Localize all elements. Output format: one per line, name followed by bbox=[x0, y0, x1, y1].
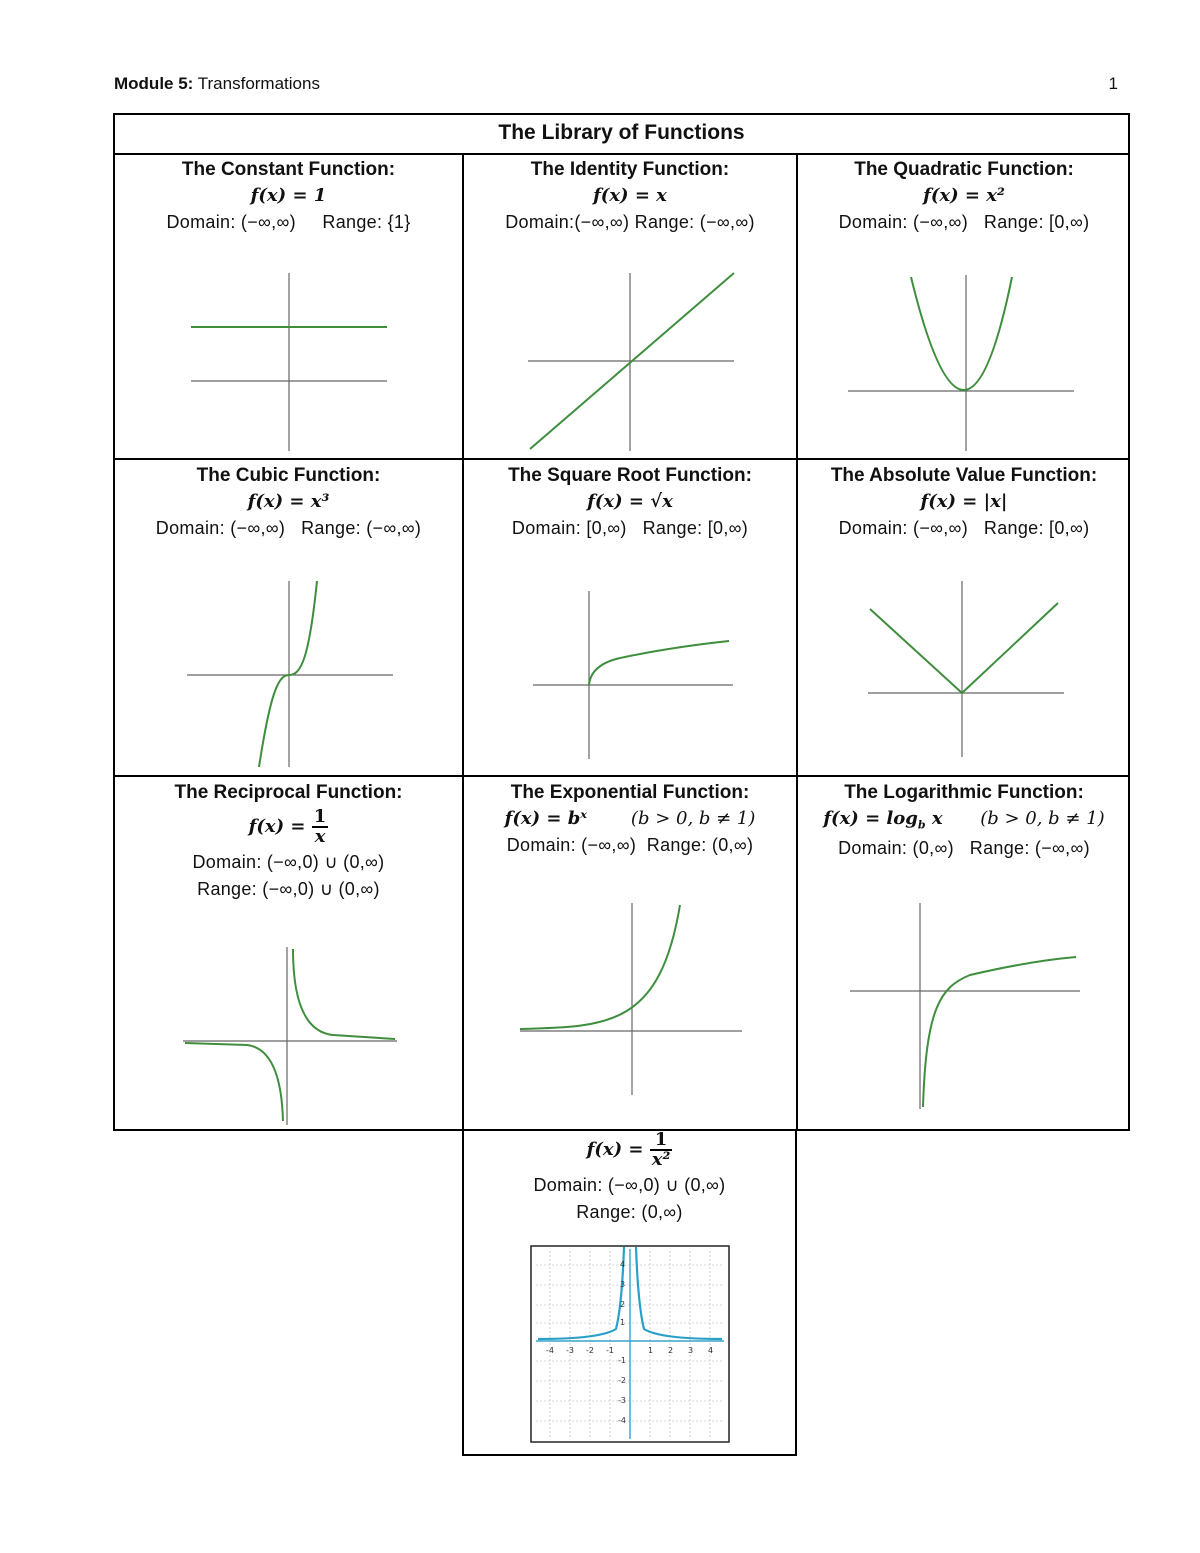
x-tick-label: 2 bbox=[668, 1346, 674, 1355]
domain-range bbox=[798, 838, 1130, 859]
cell-square-root-function bbox=[464, 461, 796, 539]
domain-text: Domain: (−∞,0) ∪ (0,∞) bbox=[192, 852, 385, 872]
cell-logarithmic-function bbox=[798, 778, 1130, 859]
function-formula: f(x) = 1 bbox=[250, 185, 327, 206]
domain-text: Domain: (0,∞) bbox=[838, 837, 954, 858]
function-formula: f(x) = x bbox=[593, 185, 667, 206]
table-title: The Library of Functions bbox=[115, 115, 1128, 155]
quadratic-function-graph bbox=[848, 273, 1074, 453]
function-formula: f(x) = |x| bbox=[920, 491, 1008, 512]
function-name: The Exponential Function: bbox=[510, 782, 750, 803]
logarithmic-function-graph bbox=[850, 901, 1080, 1111]
reciprocal-function-graph bbox=[183, 945, 397, 1127]
range-text: Range: (−∞,0) ∪ (0,∞) bbox=[197, 879, 380, 899]
column-divider bbox=[462, 153, 464, 1131]
function-formula: f(x) = √x bbox=[587, 491, 673, 512]
cell-reciprocal-function bbox=[115, 778, 462, 900]
domain-range bbox=[115, 518, 462, 539]
function-formula: f(x) = bˣ (b > 0, b ≠ 1) bbox=[504, 808, 756, 829]
logarithmic-curve bbox=[923, 957, 1076, 1107]
x-tick-label: 3 bbox=[688, 1346, 694, 1355]
domain-text: Domain: (−∞,∞) bbox=[838, 212, 968, 232]
row-divider bbox=[115, 775, 1128, 777]
y-tick-label: 2 bbox=[620, 1300, 626, 1309]
y-tick-label: 4 bbox=[620, 1260, 626, 1269]
domain-range bbox=[464, 212, 796, 233]
cell-absolute-value-function bbox=[798, 461, 1130, 539]
range-text: Range: [0,∞) bbox=[983, 212, 1090, 232]
function-formula: f(x) = $\frac{1}{x}$ bbox=[248, 806, 327, 847]
y-tick-label: 3 bbox=[620, 1280, 626, 1289]
function-condition: (b > 0, b ≠ 1) bbox=[980, 808, 1105, 829]
range-text: Range: (−∞,∞) bbox=[969, 837, 1090, 858]
function-name: The Absolute Value Function: bbox=[830, 465, 1098, 486]
function-formula: f(x) = $\frac{1}{\text{x²}}$ bbox=[586, 1129, 671, 1170]
y-tick-label: -2 bbox=[618, 1376, 626, 1385]
x-tick-label: -2 bbox=[586, 1346, 594, 1355]
domain-text: Domain: (−∞,∞) bbox=[166, 212, 296, 232]
row-divider bbox=[115, 458, 1128, 460]
y-tick-label: -3 bbox=[618, 1396, 626, 1405]
x-tick-label: -3 bbox=[566, 1346, 574, 1355]
cubic-curve bbox=[259, 581, 317, 767]
column-divider bbox=[796, 153, 798, 1131]
reciprocal-curve-negative bbox=[185, 1043, 283, 1121]
function-name: The Reciprocal Function: bbox=[174, 782, 403, 803]
function-condition: (b > 0, b ≠ 1) bbox=[630, 808, 756, 829]
function-name: The Quadratic Function: bbox=[854, 159, 1074, 180]
domain-text: Domain: [0,∞) bbox=[511, 518, 627, 538]
x-tick-label: 1 bbox=[648, 1346, 654, 1355]
range-text: Range: [0,∞) bbox=[642, 518, 749, 538]
x-tick-label: -1 bbox=[606, 1346, 614, 1355]
y-tick-label: 1 bbox=[620, 1318, 626, 1327]
header-title: Module 5: Transformations bbox=[114, 74, 320, 93]
exponential-function-graph bbox=[520, 901, 742, 1097]
domain-range bbox=[798, 518, 1130, 539]
range-text: Range: {1} bbox=[322, 212, 411, 232]
domain-range bbox=[115, 212, 462, 233]
domain-text: Domain: (−∞,∞) bbox=[506, 835, 637, 855]
domain-range bbox=[464, 835, 796, 856]
range-text: Range: (0,∞) bbox=[646, 835, 754, 855]
range-text: Range: (−∞,∞) bbox=[301, 518, 422, 538]
function-name: The Square Root Function: bbox=[508, 465, 752, 486]
range-text: Range: [0,∞) bbox=[983, 518, 1090, 538]
page-number: 1 bbox=[1108, 74, 1118, 93]
domain-range bbox=[464, 518, 796, 539]
x-tick-label: -4 bbox=[546, 1346, 554, 1355]
function-name: The Logarithmic Function: bbox=[844, 782, 1084, 803]
exponential-curve bbox=[520, 905, 680, 1029]
cell-exponential-function bbox=[464, 778, 796, 856]
function-formula: f(x) = x³ bbox=[247, 491, 330, 512]
cubic-function-graph bbox=[187, 579, 393, 769]
range-text: Range: (−∞,∞) bbox=[634, 212, 755, 232]
square-root-curve bbox=[589, 641, 729, 685]
functions-table bbox=[113, 113, 1130, 1131]
domain-text: Domain: (−∞,0) ∪ (0,∞) bbox=[533, 1175, 726, 1195]
cell-quadratic-function bbox=[798, 155, 1130, 233]
y-tick-label: -1 bbox=[618, 1356, 626, 1365]
function-formula: f(x) = x² bbox=[923, 185, 1005, 206]
absolute-value-curve bbox=[870, 603, 1058, 693]
cell-identity-function bbox=[464, 155, 796, 233]
cell-constant-function bbox=[115, 155, 462, 233]
inverse-square-function-graph bbox=[530, 1245, 730, 1443]
quadratic-curve bbox=[911, 277, 1012, 390]
function-formula: $f(x) = \log_b x$ (b > 0, b ≠ 1) bbox=[823, 808, 1105, 832]
domain-text: Domain: (−∞,∞) bbox=[155, 518, 286, 538]
y-tick-label: -4 bbox=[618, 1416, 626, 1425]
domain-range bbox=[798, 212, 1130, 233]
function-name: The Constant Function: bbox=[181, 159, 396, 180]
function-name: The Identity Function: bbox=[530, 159, 730, 180]
domain-text: Domain: (−∞,∞) bbox=[838, 518, 968, 538]
cell-inverse-square-function bbox=[462, 1129, 797, 1456]
x-tick-label: 4 bbox=[708, 1346, 714, 1355]
constant-function-graph bbox=[191, 273, 387, 453]
cell-cubic-function bbox=[115, 461, 462, 539]
square-root-function-graph bbox=[533, 591, 733, 761]
domain-text: Domain:(−∞,∞) bbox=[505, 212, 630, 232]
function-name: The Cubic Function: bbox=[196, 465, 381, 486]
absolute-value-function-graph bbox=[868, 579, 1064, 759]
identity-function-graph bbox=[528, 273, 734, 453]
page-header bbox=[114, 74, 1118, 98]
range-text: Range: (0,∞) bbox=[576, 1202, 683, 1222]
reciprocal-curve-positive bbox=[293, 949, 395, 1039]
